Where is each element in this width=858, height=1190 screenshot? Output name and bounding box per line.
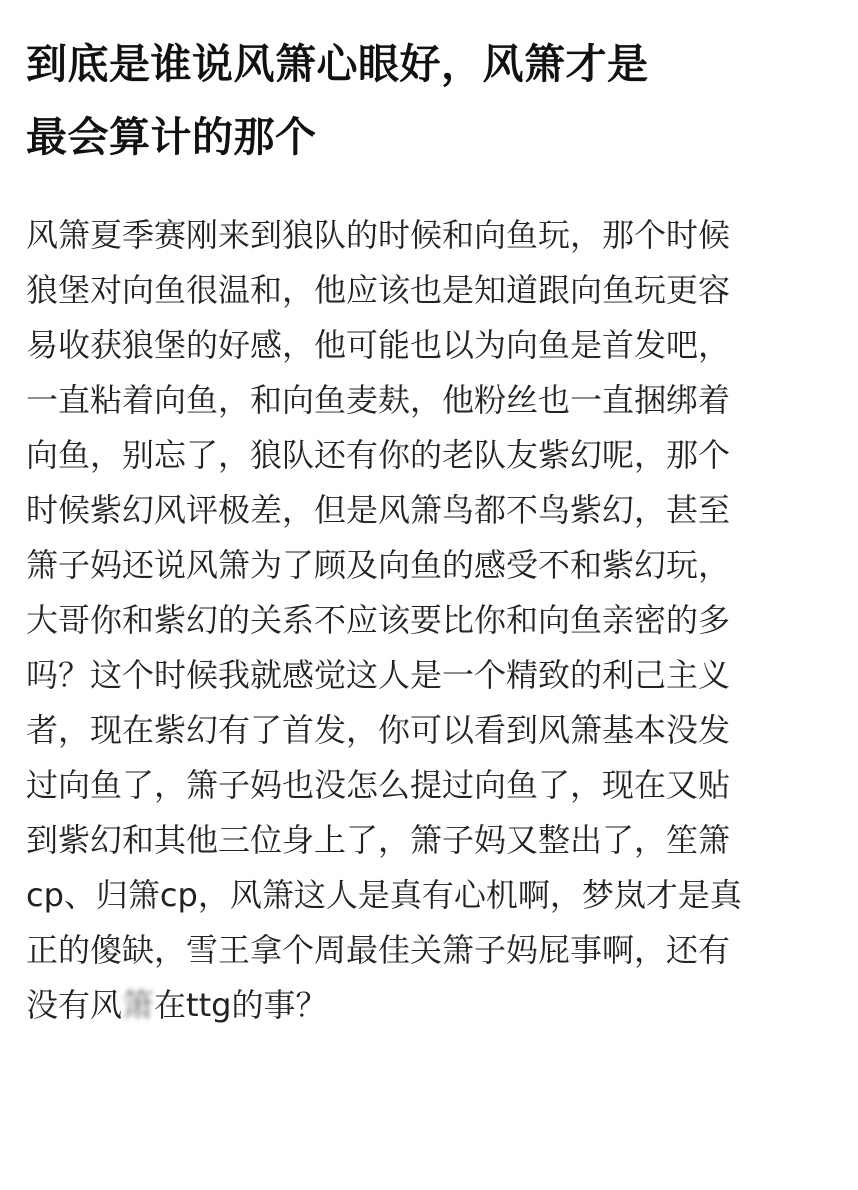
- body-line: 吗？这个时候我就感觉这人是一个精致的利己主义: [26, 656, 731, 694]
- body-line: 到紫幻和其他三位身上了，箫子妈又整出了，笙箫: [26, 821, 731, 859]
- last-line-after: 在ttg的事？: [154, 986, 328, 1024]
- body-line: 狼堡对向鱼很温和，他应该也是知道跟向鱼玩更容: [26, 271, 731, 309]
- post: [26, 28, 836, 1033]
- body-line: 时候紫幻风评极差，但是风箫鸟都不鸟紫幻，甚至: [26, 491, 731, 529]
- body-line: 箫子妈还说风箫为了顾及向鱼的感受不和紫幻玩，: [26, 546, 731, 584]
- body-line: cp、归箫cp，风箫这人是真有心机啊，梦岚才是真: [26, 876, 742, 914]
- body-line: 者，现在紫幻有了首发，你可以看到风箫基本没发: [26, 711, 731, 749]
- body-line: 向鱼，别忘了，狼队还有你的老队友紫幻呢，那个: [26, 436, 731, 474]
- body-line: 一直粘着向鱼，和向鱼麦麸，他粉丝也一直捆绑着: [26, 381, 731, 419]
- post-title-line: 到底是谁说风箫心眼好，风箫才是: [26, 40, 649, 88]
- post-body: [26, 208, 836, 1033]
- post-title: [26, 28, 836, 174]
- body-line: 过向鱼了，箫子妈也没怎么提过向鱼了，现在又贴: [26, 766, 731, 804]
- last-line-before: 没有风: [26, 986, 123, 1024]
- post-title-line: 最会算计的那个: [26, 113, 317, 161]
- body-line: 正的傻缺，雪王拿个周最佳关箫子妈屁事啊，还有: [26, 931, 731, 969]
- body-line: 易收获狼堡的好感，他可能也以为向鱼是首发吧，: [26, 326, 731, 364]
- blurred-text: 箫: [122, 986, 155, 1024]
- body-line: 大哥你和紫幻的关系不应该要比你和向鱼亲密的多: [26, 601, 731, 639]
- body-line: 风箫夏季赛刚来到狼队的时候和向鱼玩，那个时候: [26, 216, 731, 254]
- body-last-line: [26, 978, 836, 1033]
